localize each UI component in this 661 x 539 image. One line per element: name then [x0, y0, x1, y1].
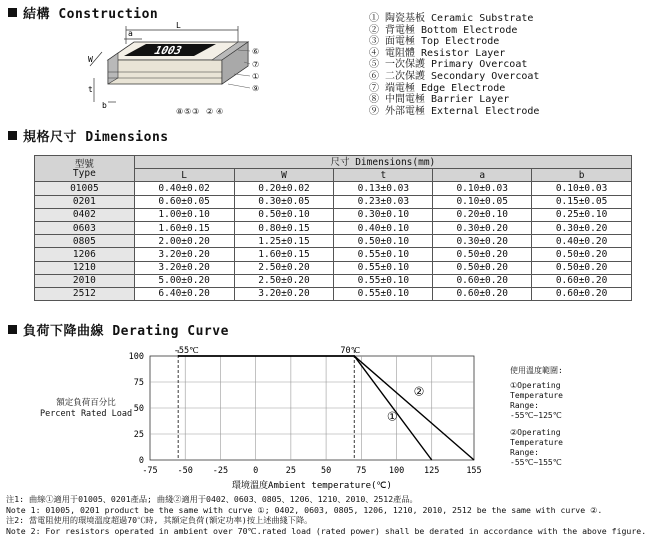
table-row: 1206 3.20±0.20 1.60±0.15 0.55±0.10 0.50±0.20 0.50±0.20 — [35, 248, 632, 261]
dim-label-t: t — [88, 85, 93, 94]
legend-item: ⑤ 一次保護 Primary Overcoat — [369, 59, 528, 71]
table-row: 2010 5.00±0.20 2.50±0.20 0.55±0.10 0.60±0.20 0.60±0.20 — [35, 274, 632, 287]
callout-7: ⑦ — [252, 60, 260, 69]
legend-item: ⑦ 端電極 Edge Electrode — [369, 82, 506, 94]
col-header-b: b — [532, 169, 632, 182]
y-tick-label: 100 — [128, 352, 144, 362]
x-tick-label: 25 — [285, 466, 296, 476]
legend-item: ② 背電極 Bottom Electrode — [369, 24, 518, 36]
callout-2: ② — [206, 107, 214, 116]
legend-item: ⑥ 二次保護 Secondary Overcoat — [369, 70, 540, 82]
legend-item: ① 陶瓷基板 Ceramic Substrate — [369, 13, 534, 24]
temperature-range-notes: 使用溫度範圍: ①Operating Temperature Range: -55℃~125℃ ②Operating Temperature Range: -55℃~155℃ — [510, 366, 563, 467]
dimensions-title: 規格尺寸 Dimensions — [8, 126, 169, 145]
x-tick-label: 75 — [356, 466, 367, 476]
dim-label-a: a — [128, 29, 133, 38]
callout-9: ⑨ — [252, 84, 260, 93]
dim-label-b: b — [102, 101, 107, 110]
x-axis-title: 環境溫度Ambient temperature(℃) — [232, 481, 392, 491]
legend-item: ⑧ 中間電極 Barrier Layer — [369, 94, 510, 106]
x-tick-label: 50 — [320, 466, 332, 476]
bullet-square-icon — [8, 8, 17, 17]
side-title: 使用溫度範圍: — [510, 366, 563, 375]
callout-5: ⑤ — [184, 107, 192, 116]
x-tick-label: 155 — [466, 466, 482, 476]
table-row: 01005 0.40±0.02 0.20±0.02 0.13±0.03 0.10±0.03 0.10±0.03 — [35, 182, 632, 195]
dimensions-table — [34, 155, 632, 301]
col-header-L: L — [134, 169, 234, 182]
x-tick-label: 100 — [388, 466, 405, 476]
dim-label-W: W — [88, 55, 93, 64]
table-row: 0402 1.00±0.10 0.50±0.10 0.30±0.10 0.20±0.10 0.25±0.10 — [35, 208, 632, 221]
note-line: 注1: 曲線①適用于01005、0201產品; 曲綫②適用于0402、0603、0805、1206、1210、2010、2512產品。 — [6, 494, 418, 504]
dimensions-group-header: 尺寸 Dimensions(mm) — [134, 156, 631, 169]
callout-3: ③ — [192, 107, 200, 116]
resistor-marking: 1003 — [151, 43, 185, 57]
x-tick-label: -75 — [142, 466, 158, 476]
x-tick-label: 125 — [424, 466, 440, 476]
table-row: 0805 2.00±0.20 1.25±0.15 0.50±0.10 0.30±0.20 0.40±0.20 — [35, 235, 632, 248]
dim-label-L: L — [176, 22, 181, 30]
marker-label-70: 70℃ — [340, 346, 361, 356]
x-tick-label: -25 — [212, 466, 229, 476]
col-header-W: W — [234, 169, 334, 182]
col-header-t: t — [334, 169, 433, 182]
derating-chart — [122, 338, 502, 498]
legend-item: ⑨ 外部電極 External Electrode — [369, 105, 540, 117]
y-tick-label: 75 — [133, 378, 144, 388]
note-line: 注2: 當電阻使用的環境溫度超過70℃時, 其額定負荷(額定功率)按上述曲綫下降。 — [6, 515, 313, 526]
notes-block — [6, 494, 646, 536]
derating-title: 負荷下降曲線 Derating Curve — [8, 320, 229, 339]
y-tick-label: 50 — [133, 404, 144, 414]
callout-8: ⑧ — [176, 107, 184, 116]
construction-legend — [369, 13, 539, 117]
construction-title: 結構 Construction — [8, 3, 158, 22]
bullet-square-icon — [8, 325, 17, 334]
x-tick-label: 0 — [253, 466, 259, 476]
table-row: 0603 1.60±0.15 0.80±0.15 0.40±0.10 0.30±0.20 0.30±0.20 — [35, 221, 632, 234]
legend-item: ③ 面電極 Top Electrode — [369, 36, 500, 48]
y-tick-label: 0 — [138, 456, 144, 466]
marker-label-minus55: -55℃ — [173, 346, 199, 356]
x-tick-label: -50 — [177, 466, 193, 476]
table-row: 0201 0.60±0.05 0.30±0.05 0.23±0.03 0.10±0.05 0.15±0.05 — [35, 195, 632, 208]
table-row: 2512 6.40±0.20 3.20±0.20 0.55±0.10 0.60±0.20 0.60±0.20 — [35, 287, 632, 300]
curve-1-label: ① — [386, 409, 398, 424]
derating-ylabel: 額定負荷百分比 Percent Rated Load — [40, 398, 133, 419]
note-line: Note 1: 01005, 0201 product be the same with curve ①; 0402, 0603, 0805, 1206, 1210, 2010, 2512 be the same with curve ②. — [6, 504, 603, 515]
bullet-square-icon — [8, 131, 17, 140]
callout-1: ① — [252, 72, 260, 81]
table-row: 1210 3.20±0.20 2.50±0.20 0.55±0.10 0.50±0.20 0.50±0.20 — [35, 261, 632, 274]
curve-2-label: ② — [413, 384, 425, 399]
legend-item: ④ 電阻體 Resistor Layer — [369, 47, 506, 59]
col-header-a: a — [433, 169, 532, 182]
y-tick-label: 25 — [133, 430, 144, 440]
construction-diagram — [88, 22, 263, 117]
type-header: 型號 Type — [35, 156, 135, 182]
callout-4: ④ — [216, 107, 224, 116]
note-line: Note 2: For resistors operated in ambient over 70℃.rated load (rated power) shall be derated in accordance with the above figure. — [6, 525, 647, 536]
callout-6: ⑥ — [252, 47, 260, 56]
